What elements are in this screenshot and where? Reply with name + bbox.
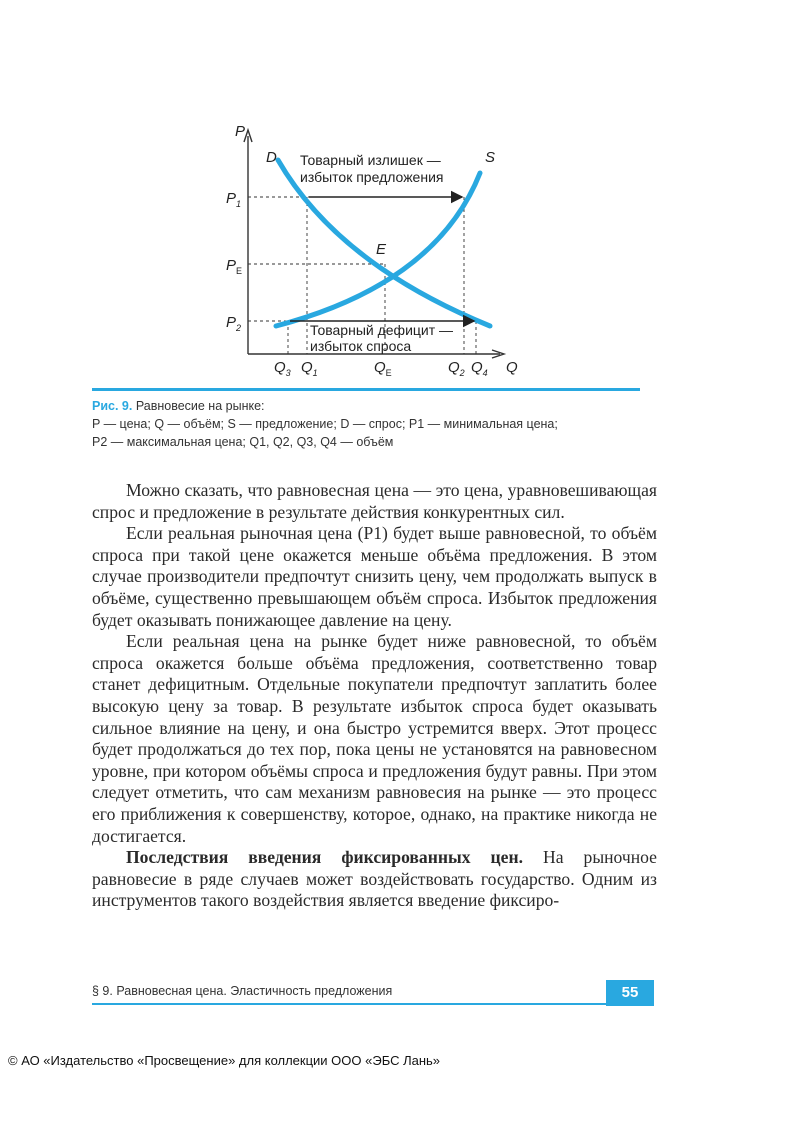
caption-legend-line2: P2 — максимальная цена; Q1, Q2, Q3, Q4 — объём bbox=[92, 435, 394, 449]
section-heading-inline: Последствия введения фиксированных цен. bbox=[126, 847, 524, 868]
q-tick-q2: $Q_2$ bbox=[448, 359, 465, 378]
q-tick-q3: $Q_3$ bbox=[274, 359, 291, 378]
supply-demand-diagram bbox=[210, 118, 540, 388]
q-tick-q1: $Q_1$ bbox=[301, 359, 318, 378]
figure-caption bbox=[92, 388, 640, 451]
curve-label-d: D bbox=[266, 149, 277, 166]
surplus-annotation-line1: Товарный излишек — bbox=[300, 152, 441, 168]
caption-title: Равновесие на рынке: bbox=[132, 399, 265, 413]
surplus-annotation-line2: избыток предложения bbox=[300, 169, 444, 185]
deficit-annotation-line1: Товарный дефицит — bbox=[310, 322, 454, 338]
equilibrium-label-e: E bbox=[376, 241, 387, 258]
axis-label-p: P bbox=[235, 123, 246, 140]
body-text bbox=[92, 480, 657, 912]
paragraph-text: На рыночное равновесие в ряде случаев может воздействовать государство. Одним из инструментов такого воздействия является введение фиксиро- bbox=[92, 847, 657, 911]
q-tick-qe: $Q_E$ bbox=[374, 359, 392, 378]
paragraph: Можно сказать, что равновесная цена — это цена, уравновешивающая спрос и предложение в результате действия конкурентных сил. bbox=[92, 480, 657, 522]
figure-number: Рис. 9. bbox=[92, 399, 133, 413]
page-footer bbox=[92, 980, 654, 1006]
paragraph bbox=[92, 847, 657, 912]
paragraph: Если реальная цена на рынке будет ниже равновесной, то объём спроса окажется больше объёма предложения, соответственно товар станет дефицитным. Отдельные покупатели предпочтут заплатить более высокую цену за товар. В результате избыток спроса будет оказывать сильное влияние на цену, и она быстро устремится вверх. Этот процесс будет продолжаться до тех пор, пока цены не установятся на равновесном уровне, при котором объёмы спроса и предложения будут равны. При этом следует отметить, что сам механизм равновесия на рынке — это процесс его приближения к совершенству, которое, однако, на практике никогда не достигается. bbox=[92, 631, 657, 846]
p-tick-pe: $P_E$ bbox=[226, 257, 243, 276]
footer-rule bbox=[92, 1003, 606, 1005]
curve-label-s: S bbox=[485, 149, 496, 166]
axis-label-q: Q bbox=[506, 359, 518, 376]
p-tick-p1: $P_1$ bbox=[226, 190, 242, 209]
copyright-notice: © АО «Издательство «Просвещение» для коллекции ООО «ЭБС Лань» bbox=[8, 1053, 441, 1068]
supply-demand-figure bbox=[210, 118, 540, 388]
paragraph: Если реальная рыночная цена (P1) будет выше равновесной, то объём спроса при такой цене окажется меньше объёма предложения. В этом случае производители предпочтут снизить цену, чем продолжать выпуск в объёме, существенно превышающем объём спроса. Избыток предложения будет оказывать понижающее давление на цену. bbox=[92, 523, 657, 630]
caption-legend-line1: P — цена; Q — объём; S — предложение; D — спрос; P1 — минимальная цена; bbox=[92, 417, 558, 431]
page-number: 55 bbox=[606, 980, 654, 1006]
p-tick-p2: $P_2$ bbox=[226, 314, 242, 333]
q-tick-q4: $Q_4$ bbox=[471, 359, 488, 378]
footer-section-title: § 9. Равновесная цена. Эластичность предложения bbox=[92, 984, 393, 998]
deficit-annotation-line2: избыток спроса bbox=[310, 338, 412, 354]
caption-title-line bbox=[92, 397, 640, 415]
